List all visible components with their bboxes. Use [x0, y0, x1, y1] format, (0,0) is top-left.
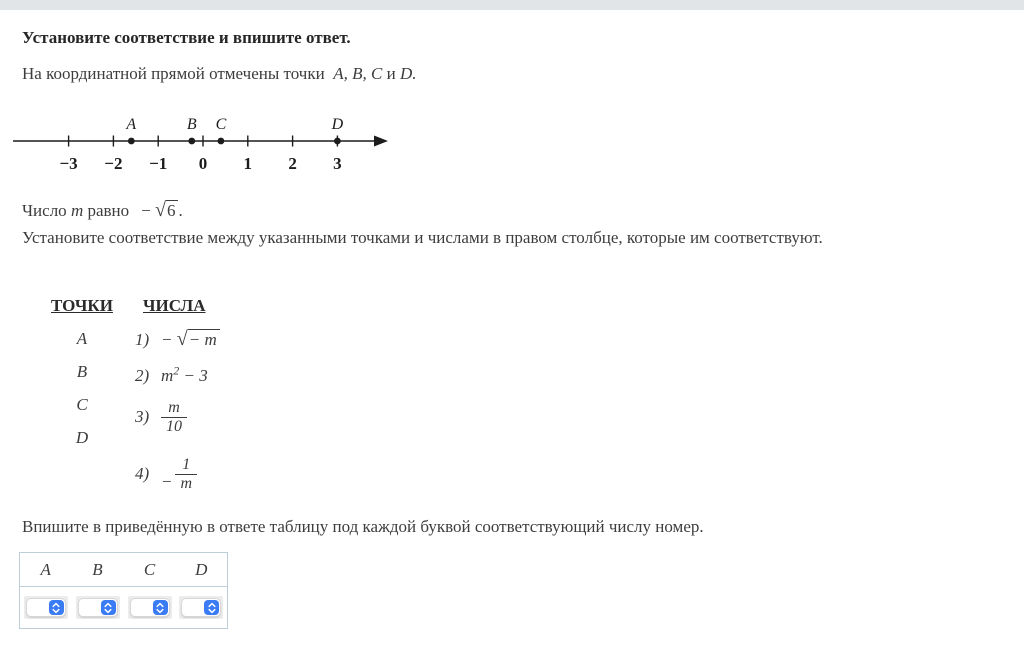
- item-2-base: m: [161, 366, 174, 385]
- item-1-index: 1): [135, 329, 150, 349]
- item-4-denominator: m: [180, 474, 193, 492]
- item-4-minus: −: [161, 472, 173, 492]
- m-definition: [22, 200, 1002, 222]
- top-bar: [0, 0, 1024, 10]
- intro-text: [22, 63, 1002, 85]
- m-word2: равно: [87, 201, 130, 220]
- select-spinner-icon: [49, 600, 64, 615]
- answer-header-c: C: [124, 553, 176, 587]
- select-pill: [130, 598, 170, 617]
- intro-sentence: На координатной прямой отмечены точки: [22, 64, 325, 83]
- numbers-column: [135, 296, 220, 492]
- item-1-radicand-var: m: [204, 330, 217, 349]
- select-spinner-icon: [204, 600, 219, 615]
- answer-header-a: A: [20, 553, 72, 587]
- answer-select-b[interactable]: [76, 596, 120, 619]
- number-item-3: [135, 399, 220, 435]
- item-1-radicand: [188, 329, 220, 349]
- radical-icon: √: [176, 328, 188, 350]
- select-pill: [78, 598, 118, 617]
- item-3-index: 3): [135, 407, 150, 427]
- answer-cell-c: [124, 587, 176, 629]
- item-1-radicand-minus: −: [188, 330, 201, 349]
- answer-cell-b: [72, 587, 124, 629]
- intro-conjunction: и: [386, 64, 396, 83]
- select-spinner-icon: [153, 600, 168, 615]
- answer-table-header-row: [20, 553, 228, 587]
- radical-icon: √: [154, 199, 166, 221]
- m-minus: −: [141, 201, 151, 220]
- point-item-a: A: [76, 329, 88, 348]
- numbers-header: ЧИСЛА: [143, 296, 206, 315]
- svg-text:C: C: [215, 116, 227, 133]
- m-variable: m: [70, 201, 84, 220]
- item-2-exponent: 2: [173, 363, 180, 378]
- page-title: Установите соответствие и впишите ответ.: [22, 28, 351, 47]
- m-radicand: 6: [166, 200, 179, 220]
- answer-select-c[interactable]: [128, 596, 172, 619]
- svg-text:−3: −3: [59, 154, 78, 173]
- svg-text:B: B: [186, 116, 197, 133]
- svg-text:3: 3: [333, 154, 342, 173]
- svg-text:−2: −2: [104, 154, 123, 173]
- match-instruction: Установите соответствие между указанными точками и числами в правом столбце, которые им соответствуют.: [22, 228, 823, 247]
- number-line: [12, 110, 397, 176]
- select-pill: [26, 598, 66, 617]
- answer-header-d: D: [176, 553, 228, 587]
- fill-instruction: Впишите в приведённую в ответе таблицу под каждой буквой соответствующий числу номер.: [22, 517, 704, 537]
- sqrt-expression: [155, 201, 178, 220]
- svg-text:2: 2: [288, 154, 297, 173]
- svg-text:D: D: [331, 116, 344, 133]
- matching-columns: [36, 296, 1002, 492]
- m-word1: Число: [22, 201, 67, 220]
- point-item-c: C: [76, 395, 88, 414]
- points-column: [36, 296, 128, 492]
- item-2-expression: [161, 363, 208, 386]
- intro-point-d: D.: [399, 64, 417, 83]
- answer-cell-d: [176, 587, 228, 629]
- item-2-rest: − 3: [183, 366, 208, 385]
- number-line-figure: [12, 110, 1002, 176]
- point-item-d: D: [75, 428, 89, 447]
- item-4-index: 4): [135, 464, 150, 484]
- answer-table: [19, 552, 228, 629]
- answer-select-d[interactable]: [179, 596, 223, 619]
- number-item-1: [135, 329, 220, 350]
- svg-text:A: A: [126, 116, 137, 133]
- number-item-2: [135, 363, 220, 386]
- intro-points-abc: A, B, C: [333, 64, 383, 83]
- points-header: ТОЧКИ: [51, 296, 113, 315]
- answer-cell-a: [20, 587, 72, 629]
- answer-select-a[interactable]: [24, 596, 68, 619]
- svg-text:−1: −1: [149, 154, 168, 173]
- svg-text:1: 1: [243, 154, 253, 173]
- item-3-fraction: [161, 399, 187, 435]
- item-2-index: 2): [135, 366, 150, 385]
- number-item-4: [135, 456, 220, 492]
- problem-page: [0, 27, 1024, 629]
- item-4-numerator: 1: [175, 456, 197, 475]
- answer-header-b: B: [72, 553, 124, 587]
- item-4-fraction: [175, 456, 197, 492]
- svg-text:0: 0: [198, 154, 208, 173]
- answer-table-input-row: [20, 587, 228, 629]
- item-1-minus: −: [161, 329, 173, 349]
- item-3-numerator: m: [161, 399, 187, 418]
- item-1-sqrt: [177, 329, 220, 350]
- point-item-b: B: [76, 362, 88, 381]
- m-period: .: [178, 201, 183, 220]
- select-pill: [181, 598, 221, 617]
- item-3-denominator: 10: [166, 417, 182, 435]
- select-spinner-icon: [101, 600, 116, 615]
